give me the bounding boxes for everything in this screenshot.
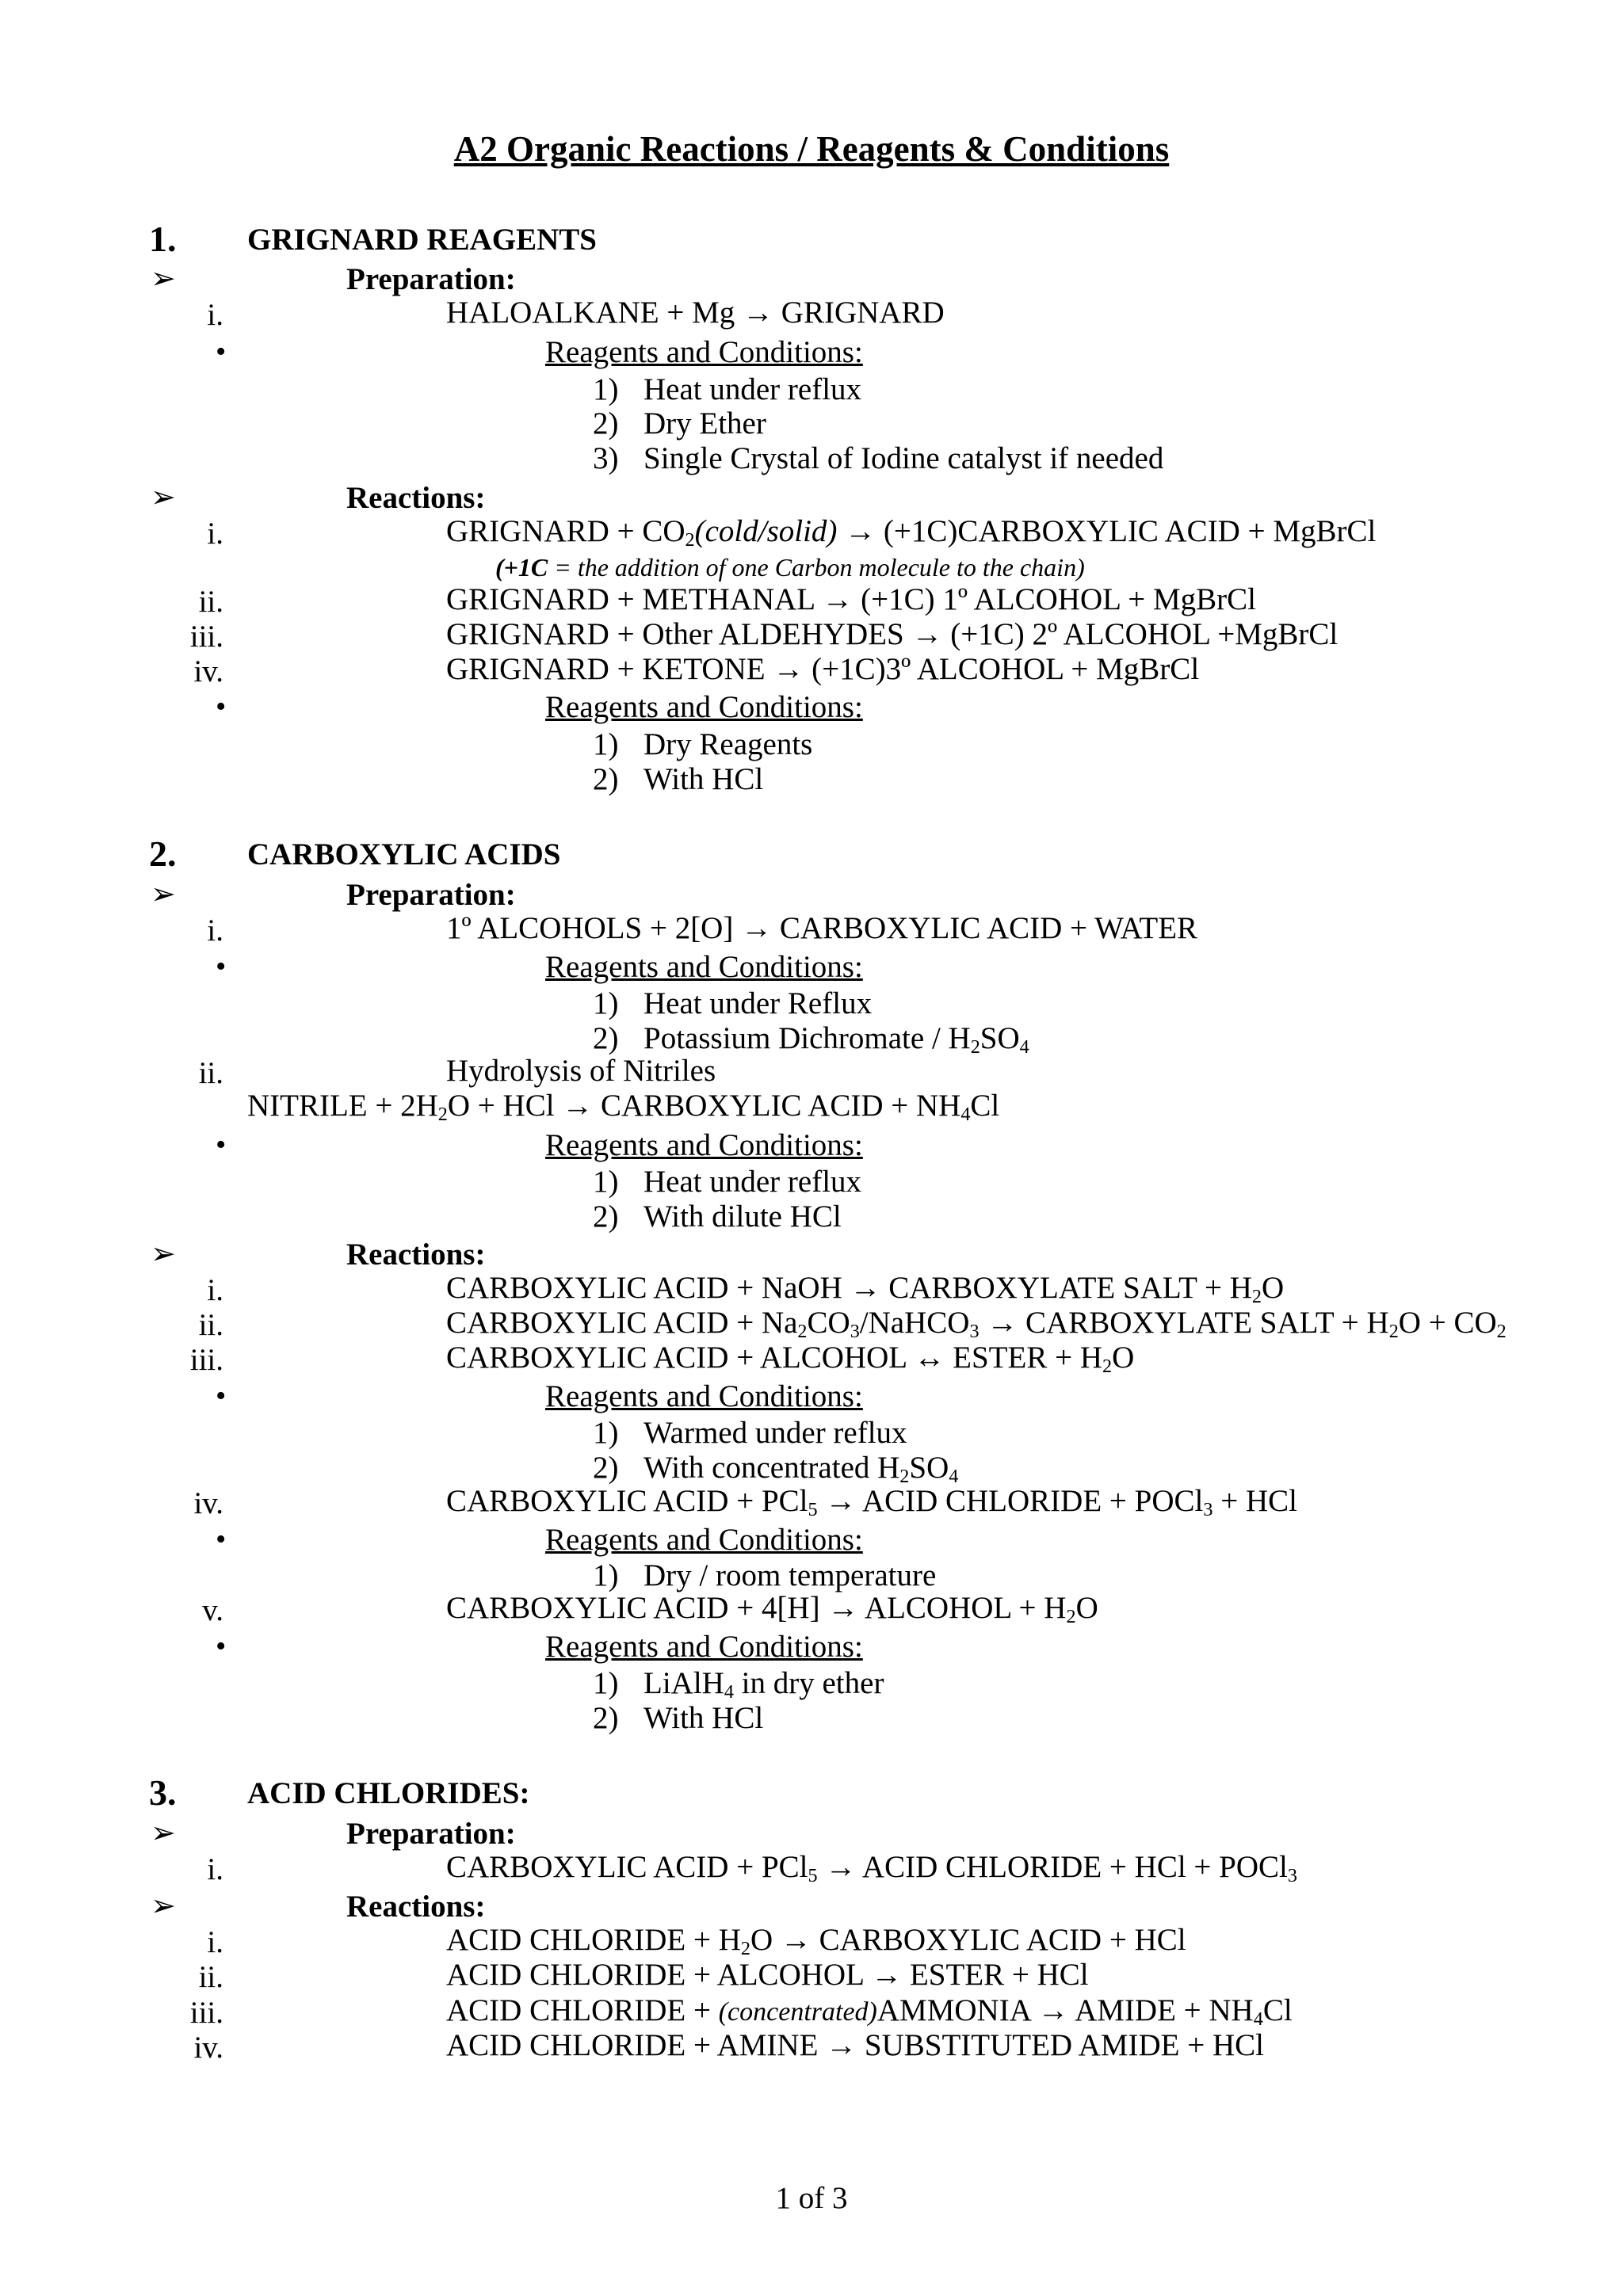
condition-text: With HCl <box>643 762 764 796</box>
item-numeral: iii. <box>189 1343 223 1377</box>
dot-bullet-icon: • <box>216 335 227 368</box>
dot-bullet-icon: • <box>216 1630 227 1663</box>
condition-text: Dry Ether <box>643 406 766 441</box>
page-number: 1 of 3 <box>775 2181 848 2215</box>
equation-text: ACID CHLORIDE + ALCOHOL → ESTER + HCl <box>446 1958 1089 1992</box>
equation-text: CARBOXYLIC ACID + NaOH → CARBOXYLATE SALT + $H_2O$ <box>446 1271 1285 1308</box>
dot-bullet-icon: • <box>216 950 227 983</box>
condition-number: 1) <box>593 1666 619 1700</box>
reactions-label: Reactions: <box>346 481 486 515</box>
section-number: 2. <box>149 833 177 874</box>
condition-text: Warmed under reflux <box>643 1416 907 1450</box>
condition-number: 1) <box>593 1165 619 1199</box>
item-numeral: ii. <box>198 1308 223 1342</box>
preparation-label: Preparation: <box>346 262 516 296</box>
equation-text: 1º ALCOHOLS + 2[O] → CARBOXYLIC ACID + WATER <box>446 911 1198 945</box>
reagents-conditions-label: Reagents and Conditions: <box>545 1630 863 1664</box>
reagents-conditions-label: Reagents and Conditions: <box>545 335 863 369</box>
condition-text: Dry Reagents <box>643 727 813 761</box>
condition-text: Heat under Reflux <box>643 986 873 1020</box>
item-numeral: ii. <box>198 1056 223 1090</box>
reactions-label: Reactions: <box>346 1890 486 1924</box>
section-heading: ACID CHLORIDES: <box>247 1776 530 1810</box>
condition-number: 1) <box>593 1416 619 1450</box>
equation-text: NITRILE + $2H_2O$ + HCl → CARBOXYLIC ACID + $NH_4Cl$ <box>247 1089 1000 1126</box>
section-heading: CARBOXYLIC ACIDS <box>247 837 561 871</box>
reagents-conditions-label: Reagents and Conditions: <box>545 950 863 984</box>
item-numeral: iv. <box>193 2031 223 2065</box>
arrow-bullet-icon: ➢ <box>151 481 176 514</box>
equation-text: HALOALKANE + Mg → GRIGNARD <box>446 296 945 330</box>
item-numeral: iv. <box>193 1486 223 1520</box>
equation-text: ACID CHLORIDE + (concentrated)AMMONIA → AMIDE + $NH_4Cl$ <box>446 1993 1293 2031</box>
condition-text: LiAlH$_4$ in dry ether <box>643 1666 884 1703</box>
arrow-bullet-icon: ➢ <box>151 262 176 296</box>
reagents-conditions-label: Reagents and Conditions: <box>545 690 863 724</box>
condition-number: 1) <box>593 372 619 406</box>
condition-number: 2) <box>593 1451 619 1485</box>
equation-text: CARBOXYLIC ACID + ALCOHOL ↔ ESTER + $H_2O$ <box>446 1341 1135 1378</box>
dot-bullet-icon: • <box>216 1523 227 1556</box>
reagents-conditions-label: Reagents and Conditions: <box>545 1379 863 1413</box>
reagents-conditions-label: Reagents and Conditions: <box>545 1128 863 1162</box>
item-numeral: i. <box>207 1273 223 1307</box>
equation-text: CARBOXYLIC ACID + 4[H] → ALCOHOL + $H_2O$ <box>446 1591 1098 1628</box>
item-numeral: i. <box>207 1925 223 1959</box>
reagents-conditions-label: Reagents and Conditions: <box>545 1523 863 1557</box>
condition-number: 2) <box>593 1021 619 1055</box>
equation-text: ACID CHLORIDE + AMINE → SUBSTITUTED AMIDE + HCl <box>446 2028 1264 2062</box>
arrow-bullet-icon: ➢ <box>151 878 176 911</box>
equation-text: GRIGNARD + Other ALDEHYDES → (+1C) 2º ALCOHOL +MgBrCl <box>446 617 1338 651</box>
dot-bullet-icon: • <box>216 1379 227 1413</box>
condition-text: Heat under reflux <box>643 1165 862 1199</box>
reactions-label: Reactions: <box>346 1238 486 1272</box>
item-numeral: ii. <box>198 585 223 619</box>
equation-text: CARBOXYLIC ACID + PCl$_5$ → ACID CHLORIDE + HCl + POCl$_3$ <box>446 1850 1297 1887</box>
section-number: 1. <box>149 219 177 259</box>
condition-text: Potassium Dichromate / $H_2SO_4$ <box>643 1021 1029 1058</box>
page-title: A2 Organic Reactions / Reagents & Conditions <box>453 129 1170 169</box>
condition-number: 1) <box>593 986 619 1020</box>
item-numeral: v. <box>202 1593 223 1627</box>
condition-number: 1) <box>593 1558 619 1592</box>
item-numeral: iv. <box>193 654 223 688</box>
condition-text: With HCl <box>643 1701 764 1735</box>
condition-number: 2) <box>593 406 619 441</box>
condition-text: With dilute HCl <box>643 1199 842 1234</box>
equation-text: GRIGNARD + KETONE → (+1C)3º ALCOHOL + MgBrCl <box>446 652 1200 686</box>
equation-text: GRIGNARD + METHANAL → (+1C) 1º ALCOHOL + MgBrCl <box>446 582 1256 616</box>
condition-text: With concentrated $H_2SO_4$ <box>643 1451 959 1488</box>
item-numeral: i. <box>207 298 223 332</box>
equation-text: ACID CHLORIDE + $H_2O$ → CARBOXYLIC ACID + HCl <box>446 1923 1186 1960</box>
condition-text: Single Crystal of Iodine catalyst if needed <box>643 441 1164 475</box>
item-numeral: iii. <box>189 620 223 654</box>
preparation-label: Preparation: <box>346 878 516 912</box>
arrow-bullet-icon: ➢ <box>151 1817 176 1850</box>
equation-note: (+1C = the addition of one Carbon molecule to the chain) <box>495 553 1085 582</box>
equation-text: CARBOXYLIC ACID + $Na_2CO_3/NaHCO_3$ → CARBOXYLATE SALT + $H_2O + CO_2$ <box>446 1306 1507 1343</box>
section-number: 3. <box>149 1772 177 1813</box>
arrow-bullet-icon: ➢ <box>151 1238 176 1271</box>
condition-text: Heat under reflux <box>643 372 862 406</box>
item-numeral: iii. <box>189 1996 223 2030</box>
item-numeral: i. <box>207 1852 223 1886</box>
item-numeral: ii. <box>198 1960 223 1994</box>
condition-number: 2) <box>593 1199 619 1234</box>
condition-text: Dry / room temperature <box>643 1558 937 1592</box>
condition-number: 2) <box>593 1701 619 1735</box>
condition-number: 3) <box>593 441 619 475</box>
arrow-bullet-icon: ➢ <box>151 1890 176 1923</box>
dot-bullet-icon: • <box>216 1128 227 1161</box>
section-heading: GRIGNARD REAGENTS <box>247 223 597 257</box>
subheading-text: Hydrolysis of Nitriles <box>446 1054 716 1088</box>
equation-text: GRIGNARD + $CO_2(cold/solid)$ → (+1C)CARBOXYLIC ACID + MgBrCl <box>446 514 1377 551</box>
preparation-label: Preparation: <box>346 1817 516 1851</box>
condition-number: 2) <box>593 762 619 796</box>
dot-bullet-icon: • <box>216 690 227 723</box>
equation-text: CARBOXYLIC ACID + PCl$_5$ → ACID CHLORIDE + POCl$_3$ + HCl <box>446 1484 1297 1521</box>
item-numeral: i. <box>207 913 223 948</box>
item-numeral: i. <box>207 517 223 551</box>
condition-number: 1) <box>593 727 619 761</box>
